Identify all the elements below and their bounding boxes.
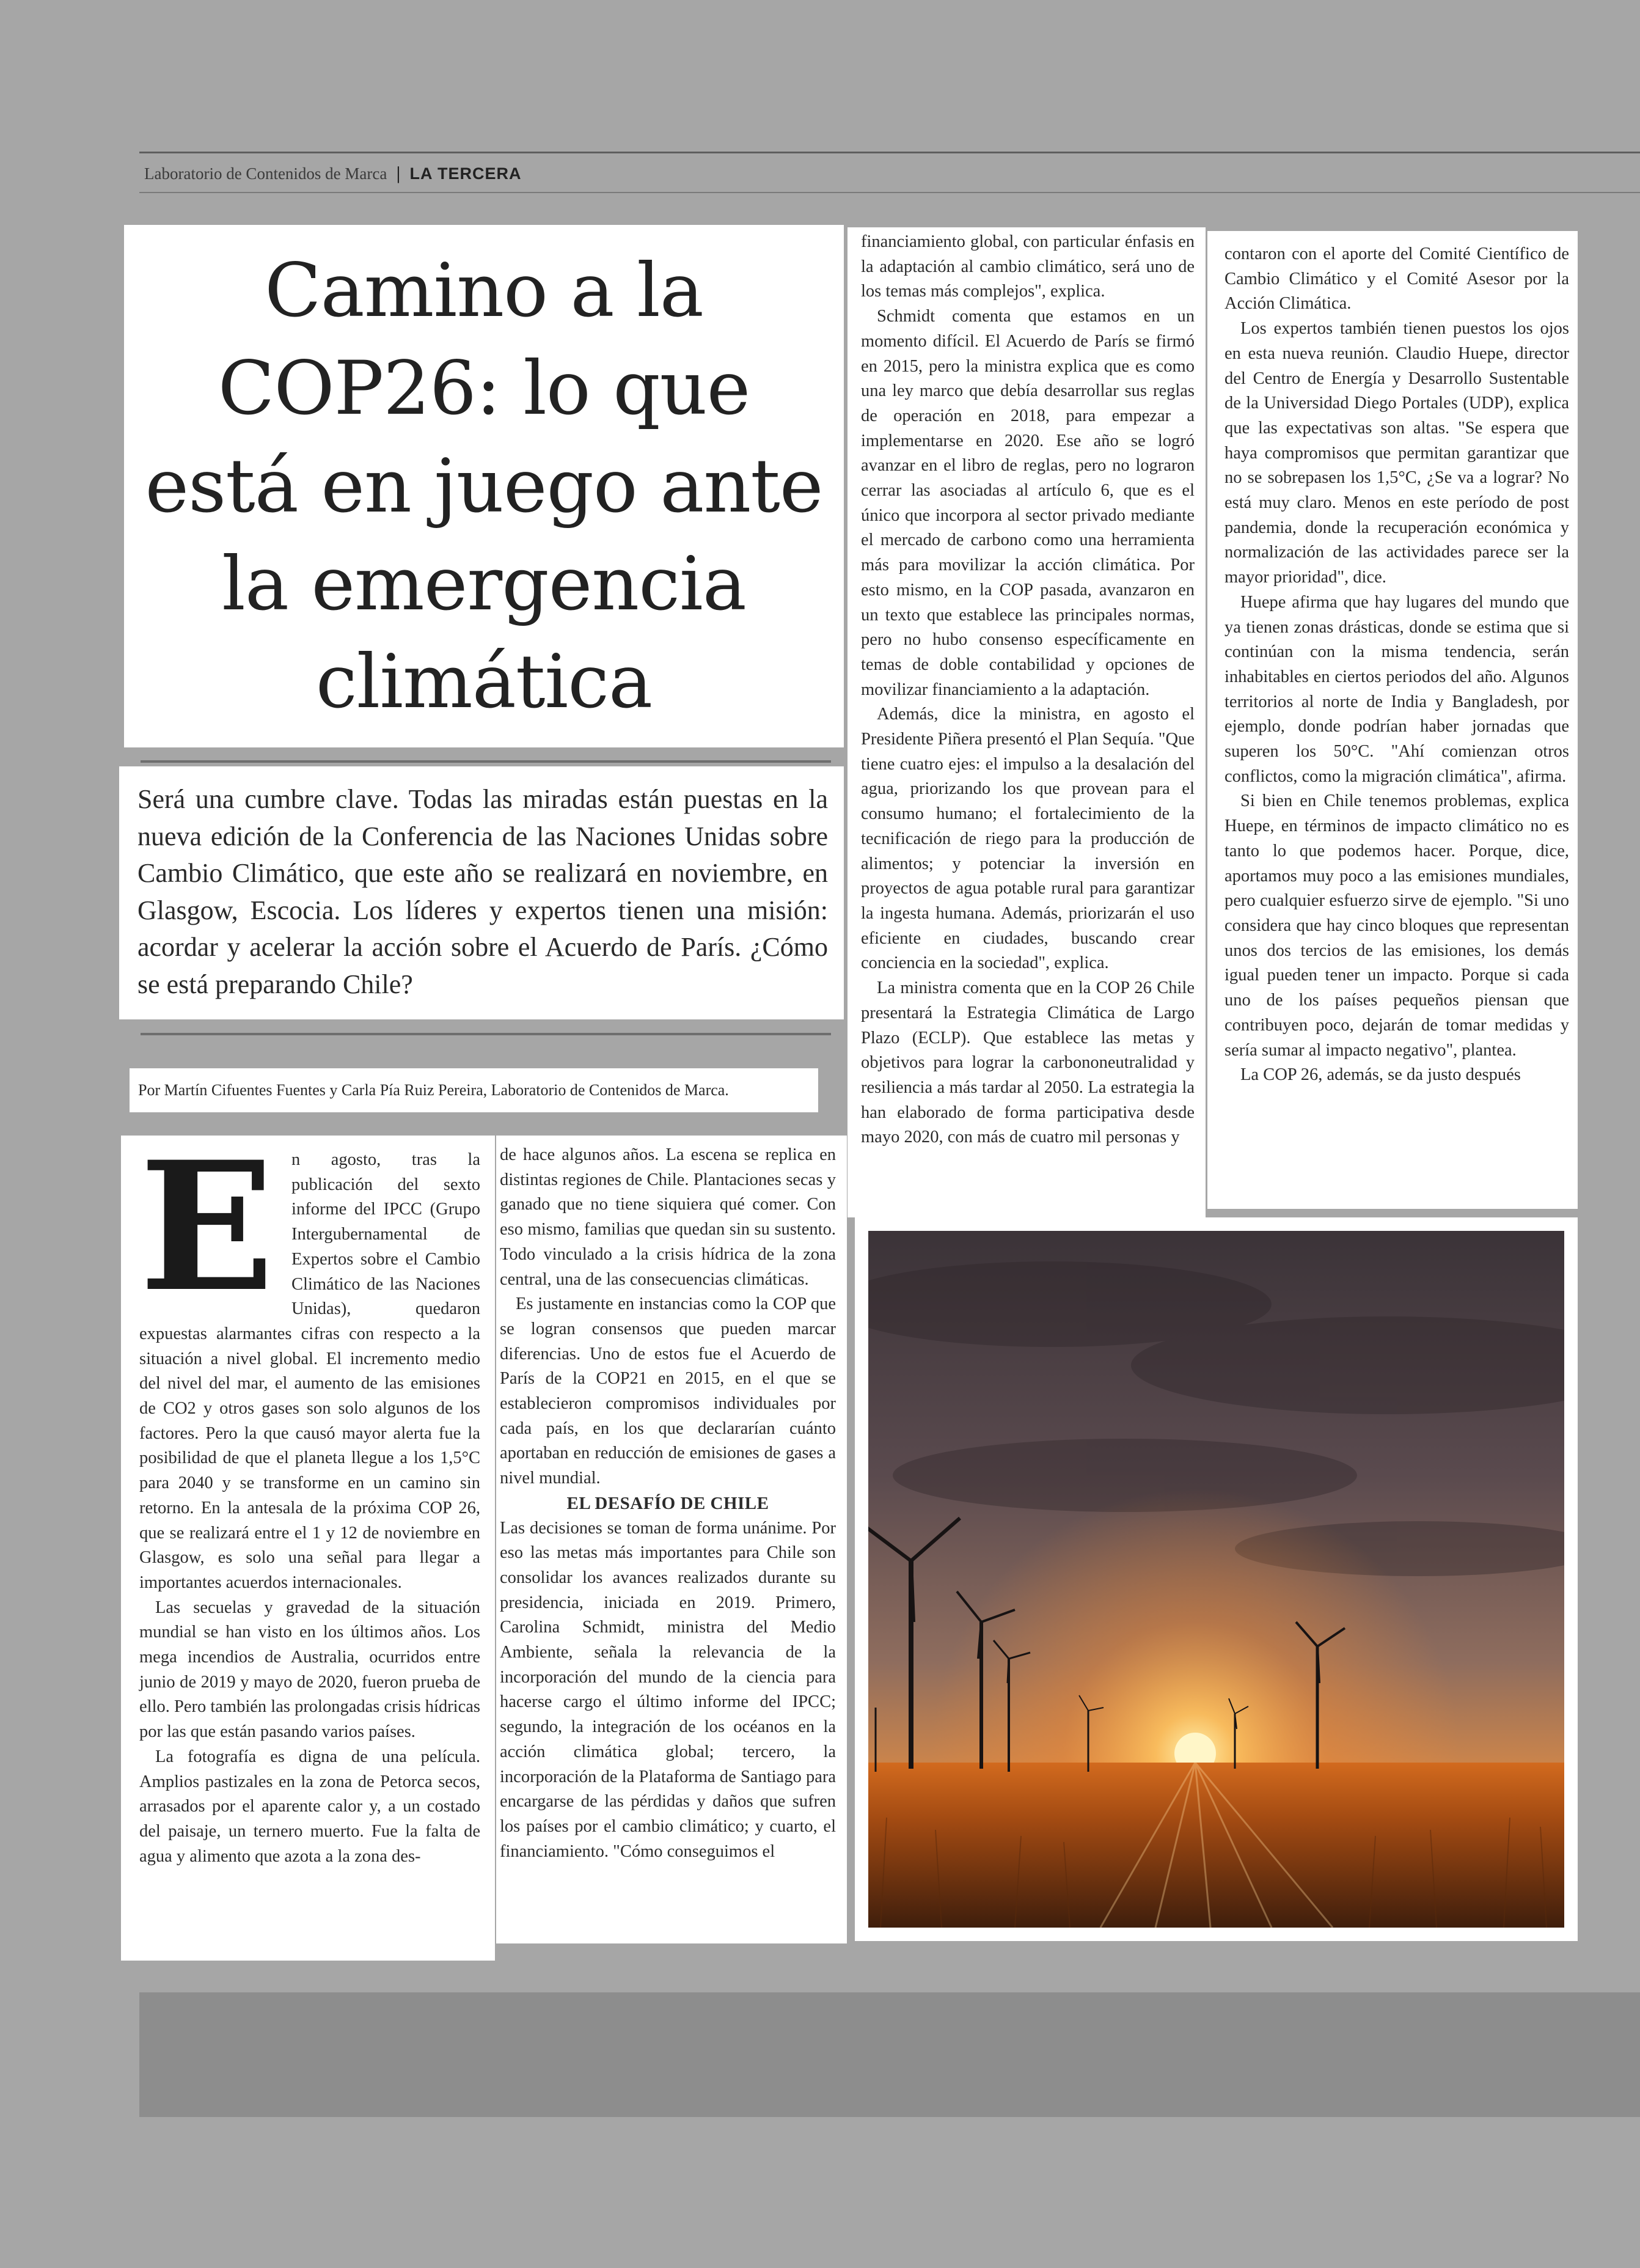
paragraph: Schmidt comenta que estamos en un momento difícil. El Acuerdo de París se firmó en 2015, pero la ministra explica que es como una ley marco que debía desarrollar sus reglas de operación en 2018, para empezar a implementarse en 2020. Ese año se logró avanzar en el libro de reglas, pero no lograron cerrar las asociadas al artículo 6, que es el único que incorpora al sector privado mediante el mercado de carbono como una herramienta más para movilizar la acción climática. Por esto mismo, en la COP pasada, avanzaron en un texto que establece las principales normas, pero no hubo consenso específicamente en temas de doble contabilidad y opciones de movilizar financiamiento a la adaptación. [861, 307, 1195, 699]
title-box [124, 225, 844, 747]
drop-cap: E [139, 1123, 275, 1331]
article-lead: Será una cumbre clave. Todas las miradas están puestas en la nueva edición de la Conferencia de las Naciones Unidas sobre Cambio Climático, que este año se realizará en noviembre, en Glasgow, Escocia. Los líderes y expertos tienen una misión: acordar y acelerar la acción sobre el Acuerdo de París. ¿Cómo se está preparando Chile? [137, 784, 828, 999]
paragraph: de hace algunos años. La escena se replica en distintas regiones de Chile. Plantaciones secas y ganado que no tiene siquiera qué comer. Con eso mismo, familias que quedan sin su sustento. Todo vinculado a la crisis hídrica de la zona central, una de las consecuencias climáticas. [500, 1145, 836, 1289]
header-separator: | [395, 164, 401, 183]
paragraph: Además, dice la ministra, en agosto el Presidente Piñera presentó el Plan Sequía. "Que tiene cuatro ejes: el impulso a la desalación del agua, priorizando los que provean para el consumo humano; el fortalecimiento de la tecnificación de riego para la producción de alimentos; y potenciar la inversión en proyectos de agua potable rural para garantizar la ingesta humana. Además, priorizarán el uso eficiente en ciudades, buscando crear conciencia en la sociedad", explica. [861, 705, 1195, 973]
brand-label: LA TERCERA [409, 164, 522, 183]
sunset-wind-turbines-photo [868, 1231, 1564, 1928]
paragraph: Los expertos también tienen puestos los ojos en esta nueva reunión. Claudio Huepe, director del Centro de Energía y Desarrollo Sustentable de la Universidad Diego Portales (UDP), explica que las expectativas son altas. "Se espera que haya compromisos que permitan garantizar que no se sobrepasen los 1,5°C, ¿Se va a lograr? No está muy claro. Menos en este período de post pandemia, donde la recuperación económica y normalización de las actividades parece ser la mayor prioridad", dice. [1225, 319, 1569, 587]
body-column-2 [496, 1136, 847, 1943]
paragraph: Las secuelas y gravedad de la situación mundial se han visto en los últimos años. Los mega incendios de Australia, ocurridos entre junio de 2019 y mayo de 2020, fueron prueba de ello. Pero también las prolongadas crisis hídricas por las que están pasando varios países. [139, 1598, 480, 1742]
paragraph: contaron con el aporte del Comité Científico de Cambio Climático y el Comité Asesor por la Acción Climática. [1225, 244, 1569, 314]
article-title: Camino a la COP26: lo que está en juego ante la emergencia climática [145, 247, 823, 725]
paragraph: La ministra comenta que en la COP 26 Chile presentará la Estrategia Climática de Largo Plazo (ECLP). Que establece las metas y objetivos para lograr la carbononeutralidad y resiliencia a más tardar al 2050. La estrategia la han elaborado de forma participativa desde mayo 2020, con más de cuatro mil personas y [861, 978, 1195, 1147]
article-byline: Por Martín Cifuentes Fuentes y Carla Pía Ruiz Pereira, Laboratorio de Contenidos de Marca. [138, 1081, 729, 1099]
body-column-3 [847, 227, 1206, 1217]
header-rule-top [139, 152, 1640, 153]
paragraph: Las decisiones se toman de forma unánime. Por eso las metas más importantes para Chile son consolidar los avances realizados durante su presidencia, iniciada en 2019. Primero, Carolina Schmidt, ministra del Medio Ambiente, señala la relevancia de la incorporación del mundo de la ciencia para hacerse cargo el último informe del IPCC; segundo, la integración de los océanos en la acción climática global; tercero, la incorporación de la Plataforma de Santiago para encargarse de las pérdidas y daños que sufren los países por el cambio climático; y cuarto, el financiamiento. "Cómo conseguimos el [500, 1518, 836, 1861]
publication-header [144, 159, 521, 188]
footer-band [139, 1992, 1640, 2117]
photo-frame [855, 1217, 1578, 1941]
paragraph: La fotografía es digna de una película. Amplios pastizales en la zona de Petorca secos, arrasados por el aparente calor y, a un costado del paisaje, un ternero muerto. Fue la falta de agua y alimento que azota a la zona des- [139, 1747, 480, 1866]
lead-box [119, 766, 844, 1019]
title-rule [141, 760, 831, 763]
body-column-4 [1207, 231, 1578, 1209]
paragraph: financiamiento global, con particular énfasis en la adaptación al cambio climático, será uno de los temas más complejos", explica. [861, 232, 1195, 301]
paragraph: Huepe afirma que hay lugares del mundo que ya tienen zonas drásticas, donde se estima que si continúan con la misma tendencia, serán inhabitables en ciertos periodos del año. Algunos territorios al norte de India y Bangladesh, por ejemplo, donde podrían haber jornadas que superen los 50°C. "Ahí comienzan otros conflictos, como la migración climática", afirma. [1225, 592, 1569, 786]
paragraph: Es justamente en instancias como la COP que se logran consensos que pueden marcar diferencias. Uno de estos fue el Acuerdo de París de la COP21 en 2015, en el que se establecieron compromisos individuales por cada país, en los que declararían cuánto aportaban en reducción de emisiones de gases a nivel mundial. [500, 1294, 836, 1488]
body-column-1 [121, 1123, 495, 1961]
section-label: Laboratorio de Contenidos de Marca [144, 164, 387, 183]
lead-rule [141, 1033, 831, 1035]
paragraph: La COP 26, además, se da justo después [1240, 1065, 1521, 1085]
paragraph: Si bien en Chile tenemos problemas, explica Huepe, en términos de impacto climático no es tanto lo que podemos hacer. Porque, dice, aportamos muy poco a las emisiones mundiales, pero cualquier esfuerzo sirve de ejemplo. "Si uno considera que hay cinco bloques que representan unos dos tercios de las emisiones, los demás igual pueden tener un impacto. Porque si cada uno de los países pequeños piensan que contribuyen poco, dejarán de tomar medidas y sería sumar al impacto negativo", plantea. [1225, 791, 1569, 1060]
paragraph: n agosto, tras la publicación del sexto informe del IPCC (Grupo Intergubernamental de Expertos sobre el Cambio Climático de las Naciones Unidas), quedaron expuestas alarmantes cifras con respecto a la situación a nivel global. El incremento medio del nivel del mar, el aumento de las emisiones de CO2 y otros gases son solo algunos de los factores. Pero la que causó mayor alerta fue la posibilidad de que el planeta llegue a los 1,5°C para 2040 y se transforme en un camino sin retorno. En la antesala de la próxima COP 26, que se realizará entre el 1 y 12 de noviembre en Glasgow, es solo una señal para llegar a importantes acuerdos internacionales. [139, 1150, 480, 1592]
byline-box [130, 1068, 818, 1112]
header-rule-bottom [139, 192, 1640, 193]
subheading: EL DESAFÍO DE CHILE [566, 1493, 769, 1513]
